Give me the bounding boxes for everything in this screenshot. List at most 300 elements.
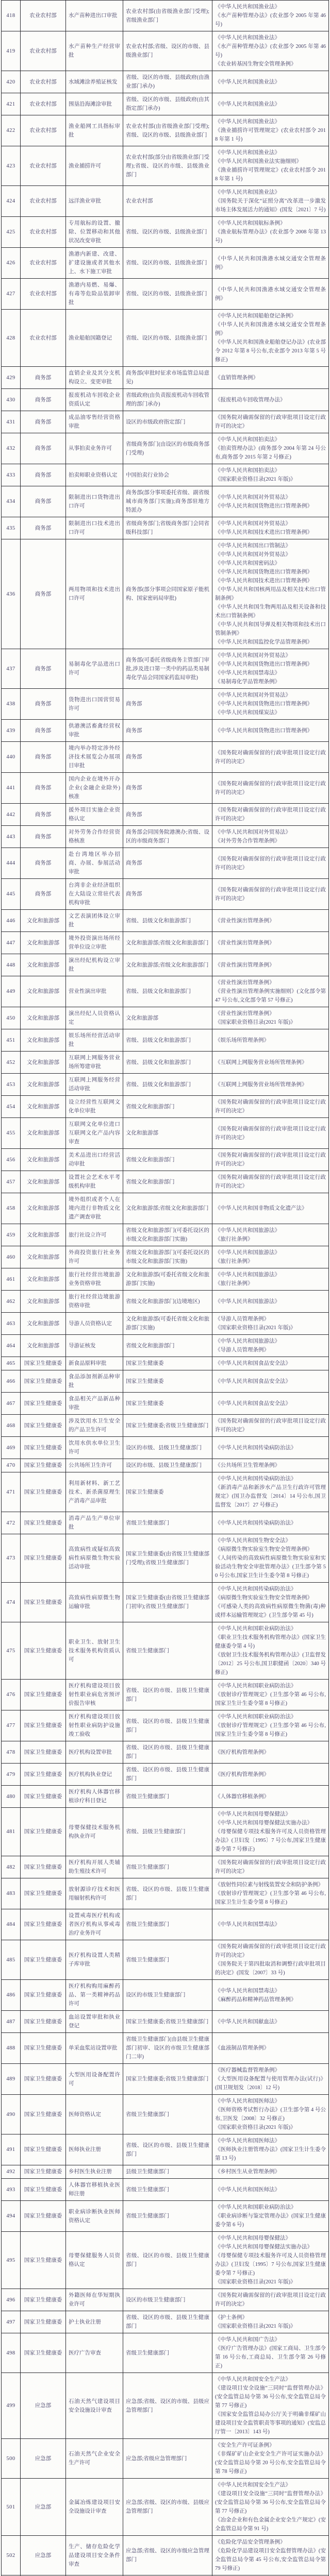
implementing-organ-cell: 省级、设区的市级、县级卫生健康部门 [123, 1741, 212, 1764]
row-number-cell: 465 [2, 1357, 21, 1370]
legal-basis-cell [212, 1437, 329, 1459]
item-name-cell: 水产苗种生产经营审批 [66, 31, 123, 71]
item-name-cell: 娱乐场所经营活动审批 [66, 1029, 123, 1052]
implementing-organ-cell: 国家卫生健康委(由省级卫生健康部门受理);省级卫生健康部门 [123, 1534, 212, 1583]
row-number-cell: 484 [2, 1909, 21, 1940]
licensing-table-body [2, 1, 329, 2576]
legal-basis-line: 《建设项目安全设施“三同时”监督管理办法》(安全监管总局令第 36 号公布,安全监管总局令第 77 号修正) [215, 2489, 326, 2516]
implementing-organ-cell: 国家卫生健康委 [123, 1472, 212, 1512]
implementing-organ-cell: 国家卫生健康委;省级卫生健康部门 [123, 2064, 212, 2095]
legal-basis-line: 《水产苗种管理办法》(农业部令 2005 年第 46 号) [215, 42, 326, 60]
department-cell: 商务部 [21, 411, 66, 433]
legal-basis-line: 《中华人民共和国渔港水域交通安全管理条例》 [215, 320, 326, 338]
legal-basis-cell [212, 2064, 329, 2095]
legal-basis-line: 《病原微生物实验室生物安全管理条例》 [215, 1545, 326, 1554]
legal-basis-line: 《麻醉药品和精神药品管理条例》 [215, 1995, 326, 2004]
legal-basis-line: 《中华人民共和国监控化学品管理条例》 [215, 638, 326, 647]
legal-basis-line: 《放射诊疗管理规定》(卫生部令第 46 号公布,国家卫生计生委令第 8 号修正) [215, 1889, 326, 1907]
department-cell: 国家卫生健康委 [21, 2311, 66, 2333]
table-row [2, 1786, 329, 1808]
legal-basis-line: 《冶金企业和有色金属企业安全生产规定》(安全监管总局令第 91 号) [215, 2516, 326, 2533]
row-number-cell: 450 [2, 1007, 21, 1029]
legal-basis-line: 《中华人民共和国导弹及相关物项和技术出口管制条例》 [215, 620, 326, 638]
legal-basis-line: 《中华人民共和国技术进出口管理条例》 [215, 528, 326, 537]
legal-basis-line: 《国家职业资格目录(2021 年版)》 [215, 2278, 326, 2286]
legal-basis-line: 《医师资格考试暂行办法》(卫生部令第 4 号公布,卫医发〔2008〕32 号修正) [215, 2106, 326, 2123]
row-number-cell: 427 [2, 279, 21, 310]
row-number-cell: 419 [2, 31, 21, 71]
department-cell: 国家卫生健康委 [21, 1459, 66, 1472]
department-cell: 国家卫生健康委 [21, 2232, 66, 2289]
legal-basis-cell [212, 217, 329, 248]
legal-basis-line: 《渔业航标管理办法》(农业部令 2008 年第 13 号) [215, 228, 326, 245]
item-name-cell: 消毒产品生产单位审批 [66, 1512, 123, 1534]
legal-basis-cell [212, 310, 329, 367]
department-cell: 国家卫生健康委 [21, 1512, 66, 1534]
table-row [2, 1335, 329, 1357]
legal-basis-cell [212, 2165, 329, 2179]
implementing-organ-cell: 省级、县级文化和旅游部门 [123, 976, 212, 1007]
implementing-organ-cell: 县级卫生健康部门 [123, 2165, 212, 2179]
row-number-cell: 489 [2, 2064, 21, 2095]
table-row [2, 1512, 329, 1534]
legal-basis-cell [212, 1808, 329, 1856]
table-row [2, 1437, 329, 1459]
table-row [2, 1052, 329, 1074]
department-cell: 商务部 [21, 773, 66, 804]
implementing-organ-cell: 国家卫生健康委 [123, 1370, 212, 1393]
legal-basis-line: 《中华人民共和国货物进出口管理条例》 [215, 726, 326, 735]
row-number-cell: 496 [2, 2289, 21, 2311]
legal-basis-line: 《医疗机构管理条例》 [215, 1748, 326, 1757]
item-name-cell: 报废机动车回收企业资质认定 [66, 389, 123, 411]
legal-basis-line: 《国家职业资格目录(2021 年版)》 [215, 1324, 326, 1332]
table-row [2, 2064, 329, 2095]
implementing-organ-cell: 文化和旅游部 [123, 1118, 212, 1149]
legal-basis-cell [212, 910, 329, 932]
table-row [2, 2289, 329, 2311]
row-number-cell: 458 [2, 1193, 21, 1224]
row-number-cell: 492 [2, 2165, 21, 2179]
legal-basis-cell [212, 2011, 329, 2033]
table-row [2, 1118, 329, 1149]
table-row [2, 1246, 329, 1268]
implementing-organ-cell: 商务部 [123, 689, 212, 720]
legal-basis-line: 《中华人民共和国核两用品及相关技术出口管制条例》 [215, 585, 326, 603]
row-number-cell: 454 [2, 1096, 21, 1118]
legal-basis-line: 《中华人民共和国渔业法实施细则》 [215, 157, 326, 166]
department-cell: 国家卫生健康委 [21, 2064, 66, 2095]
legal-basis-line: 《中华人民共和国食品安全法》 [215, 1359, 326, 1368]
department-cell: 商务部 [21, 433, 66, 464]
department-cell: 农业农村部 [21, 186, 66, 217]
item-name-cell: 医疗广告审查 [66, 2333, 123, 2373]
legal-basis-cell [212, 1149, 329, 1171]
item-name-cell: 演出经纪机构设立审批 [66, 954, 123, 976]
department-cell: 国家卫生健康委 [21, 1583, 66, 1622]
table-row [2, 826, 329, 848]
department-cell: 国家卫生健康委 [21, 1622, 66, 1680]
legal-basis-line: 《互联网上网服务营业场所管理条例》 [215, 1058, 326, 1067]
legal-basis-line: 《国家职业资格目录(2021 年版)》 [215, 2322, 326, 2331]
table-row [2, 910, 329, 932]
implementing-organ-cell: 国家卫生健康委(由省级卫生健康部门初审);省级卫生健康部门 [123, 1583, 212, 1622]
item-name-cell: 放射源诊疗技术和医用辐射机构许可 [66, 1878, 123, 1909]
department-cell: 国家卫生健康委 [21, 1710, 66, 1741]
implementing-organ-cell: 商务部 [123, 848, 212, 879]
item-name-cell: 食品相关产品新品种审批 [66, 1393, 123, 1415]
department-cell: 文化和旅游部 [21, 1224, 66, 1246]
department-cell: 国家卫生健康委 [21, 1680, 66, 1710]
item-name-cell: 涉及饮用水卫生安全的产品卫生许可 [66, 1415, 123, 1437]
legal-basis-line: 《人间传染的高致病性病原微生物实验室和实验活动生物安全审批管理办法》(卫生部令第 50 号公布,国家卫生计生委令第 8 号修正) [215, 1554, 326, 1580]
department-cell: 国家卫生健康委 [21, 1437, 66, 1459]
table-row [2, 1909, 329, 1940]
item-name-cell: 围垦沿海滩涂审批 [66, 93, 123, 115]
item-name-cell: 境外组织或者个人在境内进行非物质文化遗产调查审批 [66, 1193, 123, 1224]
table-row [2, 1393, 329, 1415]
item-name-cell: 国内企业在境外开办企业(金融企业除外)核准 [66, 773, 123, 804]
legal-basis-line: 《中华人民共和国禁毒法》 [215, 669, 326, 677]
legal-basis-cell [212, 1512, 329, 1534]
implementing-organ-cell: 省级卫生健康部门 [123, 2201, 212, 2232]
item-name-cell: 利用新材料、新工艺技术、新杀菌原理生产消毒产品审批 [66, 1472, 123, 1512]
legal-basis-line: 《中华人民共和国对外贸易法》 [215, 828, 326, 837]
legal-basis-cell [212, 1786, 329, 1808]
legal-basis-line: 《导游人员管理条例》 [215, 1315, 326, 1324]
legal-basis-line: 《国务院关于深化“证照分离”改革进一步激发市场主体发展活力的通知》(国发〔2021〕7 号) [215, 197, 326, 214]
table-row [2, 2011, 329, 2033]
legal-basis-cell [212, 1980, 329, 2011]
implementing-organ-cell: 省级商务部门(由设区的市级商务部门受理) [123, 433, 212, 464]
item-name-cell: 高致病性病原微生物运输审批 [66, 1583, 123, 1622]
row-number-cell: 482 [2, 1856, 21, 1878]
legal-basis-cell [212, 1680, 329, 1710]
legal-basis-line: 《中华人民共和国生物安全法》 [215, 1536, 326, 1545]
department-cell: 商务部 [21, 848, 66, 879]
row-number-cell: 447 [2, 932, 21, 954]
legal-basis-line: 《中华人民共和国母婴保健法》 [215, 1810, 326, 1819]
department-cell: 商务部 [21, 517, 66, 539]
legal-basis-line: 《医疗器械监督管理条例》 [215, 2066, 326, 2075]
row-number-cell: 464 [2, 1335, 21, 1357]
item-name-cell: 旅行社经营出境旅游业务资格审批 [66, 1268, 123, 1291]
row-number-cell: 497 [2, 2311, 21, 2333]
item-name-cell: 母婴保健技术服务机构执业许可 [66, 1808, 123, 1856]
department-cell: 国家卫生健康委 [21, 1741, 66, 1764]
table-row [2, 1268, 329, 1291]
legal-basis-cell [212, 1096, 329, 1118]
row-number-cell: 498 [2, 2333, 21, 2373]
legal-basis-line: 《中华人民共和国对外贸易法》 [215, 651, 326, 660]
implementing-organ-cell: 省级、设区的市级、县级渔业部门 [123, 279, 212, 310]
item-name-cell: 医疗机构开展人类辅助生殖技术许可 [66, 1856, 123, 1878]
legal-basis-cell [212, 1118, 329, 1149]
legal-basis-cell [212, 1224, 329, 1246]
legal-basis-line: 《职业病诊断与鉴定管理办法》(国家卫生健康委令第 6 号) [215, 2212, 326, 2229]
row-number-cell: 440 [2, 742, 21, 773]
department-cell: 农业农村部 [21, 115, 66, 146]
department-cell: 国家卫生健康委 [21, 1534, 66, 1583]
legal-basis-line: 《中华人民共和国渔业法》 [215, 3, 326, 11]
implementing-organ-cell: 省级文化和旅游部门(可委托设区的市级文化和旅游部门实施) [123, 1246, 212, 1268]
department-cell: 文化和旅游部 [21, 932, 66, 954]
table-row [2, 1459, 329, 1472]
table-row [2, 2439, 329, 2479]
department-cell: 文化和旅游部 [21, 1096, 66, 1118]
row-number-cell: 444 [2, 848, 21, 879]
implementing-organ-cell: 商务部 [123, 804, 212, 826]
row-number-cell: 424 [2, 186, 21, 217]
table-row [2, 2479, 329, 2536]
legal-basis-line: 《中华人民共和国献血法》 [215, 2018, 326, 2026]
implementing-organ-cell: 设区的市级卫生健康部门 [123, 2289, 212, 2311]
legal-basis-cell [212, 2134, 329, 2165]
item-name-cell: 人体器官移植执业医师注册 [66, 2179, 123, 2201]
implementing-organ-cell: 省级、设区的市级、县级政府(由其指定部门承办) [123, 93, 212, 115]
legal-basis-line: 《旅行社条例》 [215, 1257, 326, 1266]
item-name-cell: 饮用水供水单位卫生许可 [66, 1437, 123, 1459]
department-cell: 国家卫生健康委 [21, 1878, 66, 1909]
implementing-organ-cell: 省级文化和旅游部门(可委托设区的市级文化和旅游部门实施) [123, 1224, 212, 1246]
item-name-cell: 食品添加剂新品种审批 [66, 1370, 123, 1393]
legal-basis-line: 《国家安全监管总局办公厅关于明确非煤矿山建设项目安全监管职责等事项的通知》(安监总厅管一〔2013〕143 号) [215, 2410, 326, 2436]
table-row [2, 411, 329, 433]
implementing-organ-cell: 省级卫生健康部门 [123, 1786, 212, 1808]
legal-basis-line: 《中华人民共和国对外贸易法》 [215, 519, 326, 528]
item-name-cell: 远洋渔业审批 [66, 186, 123, 217]
legal-basis-line: 《中华人民共和国渔业法》 [215, 78, 326, 87]
item-name-cell: 导游人员资格认定 [66, 1313, 123, 1335]
department-cell: 农业农村部 [21, 31, 66, 71]
row-number-cell: 469 [2, 1437, 21, 1459]
row-number-cell: 467 [2, 1393, 21, 1415]
implementing-organ-cell: 商务部(可委托省级商务主管部门审批,涉及进口第一类中的药品类易制毒化学品会同国家药监局审批) [123, 649, 212, 689]
legal-basis-line: 《中华人民共和国职业病防治法》 [215, 2203, 326, 2212]
implementing-organ-cell: 商务部 [123, 773, 212, 804]
legal-basis-line: 《直销管理条例》 [215, 374, 326, 382]
row-number-cell: 459 [2, 1224, 21, 1246]
row-number-cell: 455 [2, 1118, 21, 1149]
item-name-cell: 境内举办特定涉外经济技术展览会办展项目审批 [66, 742, 123, 773]
row-number-cell: 463 [2, 1313, 21, 1335]
legal-basis-cell [212, 1764, 329, 1786]
legal-basis-line: 《公共场所卫生管理条例》 [215, 1461, 326, 1470]
legal-basis-cell [212, 1909, 329, 1940]
implementing-organ-cell: 省级、县级文化和旅游部门 [123, 1029, 212, 1052]
implementing-organ-cell: 文化和旅游部(可委托省级文化和旅游部门实施) [123, 1313, 212, 1335]
table-row [2, 1029, 329, 1052]
row-number-cell: 421 [2, 93, 21, 115]
legal-basis-line: 《娱乐场所管理条例》 [215, 1036, 326, 1045]
legal-basis-line: 《中华人民共和国拍卖法》 [215, 435, 326, 444]
legal-basis-cell [212, 411, 329, 433]
item-name-cell: 医师资格认定 [66, 2095, 123, 2134]
department-cell: 商务部 [21, 720, 66, 742]
table-row [2, 367, 329, 389]
implementing-organ-cell: 农业农村部(部分由省级渔业部门受理);省级、设区的市级、县级渔业部门 [123, 146, 212, 186]
legal-basis-cell [212, 804, 329, 826]
implementing-organ-cell: 省级、设区的市级、县级卫生健康部门 [123, 1878, 212, 1909]
row-number-cell: 468 [2, 1415, 21, 1437]
item-name-cell: 限制进出口货物进出口许可 [66, 486, 123, 517]
legal-basis-cell [212, 389, 329, 411]
implementing-organ-cell: 省级、设区的市级、县级政府(由渔业部门承办) [123, 71, 212, 93]
licensing-table [1, 0, 329, 2576]
department-cell: 国家卫生健康委 [21, 2011, 66, 2033]
legal-basis-line: 《建设项目安全设施“三同时”监督管理办法》(安全监管总局令第 36 号公布,安全监管总局令第 77 号修正) [215, 2384, 326, 2410]
item-name-cell: 高致病性或疑似高致病性病原微生物实验活动审批 [66, 1534, 123, 1583]
department-cell: 商务部 [21, 539, 66, 649]
legal-basis-line: 《国家职业资格目录(2021 年版)》 [215, 475, 326, 484]
legal-basis-cell [212, 115, 329, 146]
legal-basis-line: 《营业性演出管理条例实施细则》(文化部令第 47 号公布,文化部令第 57 号修正) [215, 987, 326, 1005]
legal-basis-line: 《中华人民共和国货物进出口管理条例》 [215, 660, 326, 669]
table-row [2, 310, 329, 367]
row-number-cell: 481 [2, 1808, 21, 1856]
row-number-cell: 452 [2, 1052, 21, 1074]
legal-basis-cell [212, 2095, 329, 2134]
implementing-organ-cell: 省级、设区的市级、县级卫生健康部门 [123, 2232, 212, 2289]
item-name-cell: 医疗机构建设项目放射性职业病防护设施竣工验收 [66, 1710, 123, 1741]
legal-basis-cell [212, 146, 329, 186]
item-name-cell: 设立经营性互联网文化单位审批 [66, 1096, 123, 1118]
department-cell: 国家卫生健康委 [21, 1472, 66, 1512]
table-row [2, 2333, 329, 2373]
department-cell: 国家卫生健康委 [21, 2033, 66, 2064]
implementing-organ-cell: 商务部会同国务院港澳办;省级、设区的市级商务部门 [123, 826, 212, 848]
legal-basis-line: 《大型医用设备配置与使用管理办法(试行)》(国卫规划发〔2018〕12 号) [215, 2075, 326, 2092]
item-name-cell: 美术品进出口经营活动审批 [66, 1149, 123, 1171]
implementing-organ-cell: 设区的市级卫生健康部门 [123, 1980, 212, 2011]
legal-basis-line: 《中华人民共和国母婴保健法实施办法》 [215, 1819, 326, 1827]
table-row [2, 1007, 329, 1029]
row-number-cell: 473 [2, 1534, 21, 1583]
row-number-cell: 462 [2, 1291, 21, 1313]
table-row [2, 2536, 329, 2575]
department-cell: 商务部 [21, 486, 66, 517]
implementing-organ-cell: 省级、设区的市级、县级卫生健康部门 [123, 1710, 212, 1741]
item-name-cell: 互联网上网服务经营活动审批 [66, 1074, 123, 1096]
implementing-organ-cell: 农业农村部(由省级渔业部门受理);省级、设区的市级、县级渔业部门 [123, 115, 212, 146]
legal-basis-cell [212, 773, 329, 804]
department-cell: 文化和旅游部 [21, 910, 66, 932]
legal-basis-line: 《国务院对确需保留的行政审批项目设定行政许可的决定》 [215, 2291, 326, 2309]
legal-basis-line: 《中华人民共和国安全生产法》 [215, 2481, 326, 2489]
row-number-cell: 445 [2, 879, 21, 910]
implementing-organ-cell: 应急部;省级、设区的市级、县级应急管理部门 [123, 2373, 212, 2439]
legal-basis-line: 《中华人民共和国生物两用品及相关设备和技术出口管制条例》 [215, 603, 326, 620]
department-cell: 文化和旅游部 [21, 1074, 66, 1096]
table-row [2, 389, 329, 411]
implementing-organ-cell: 国家卫生健康委;省级卫生健康部门 [123, 2011, 212, 2033]
department-cell: 农业农村部 [21, 248, 66, 279]
legal-basis-cell [212, 2311, 329, 2333]
legal-basis-line: 《营业性演出管理条例》 [215, 978, 326, 987]
row-number-cell: 457 [2, 1171, 21, 1193]
row-number-cell: 435 [2, 517, 21, 539]
legal-basis-line: 《中华人民共和国渔港水域交通安全管理条例》 [215, 285, 326, 303]
legal-basis-line: 《互联网上网服务营业场所管理条例》 [215, 1080, 326, 1089]
legal-basis-line: 《安全生产许可证条例》 [215, 2441, 326, 2450]
implementing-organ-cell: 省级卫生健康部门 [123, 1940, 212, 1980]
table-row [2, 1878, 329, 1909]
implementing-organ-cell: 农业农村部(由省级渔业部门受理);省级渔业部门 [123, 1, 212, 31]
implementing-organ-cell: 文化和旅游部(可委托省级文化和旅游部门实施) [123, 1268, 212, 1291]
row-number-cell: 426 [2, 248, 21, 279]
legal-basis-line: 《危险化学品安全管理条例》 [215, 2538, 326, 2547]
legal-basis-cell [212, 1357, 329, 1370]
item-name-cell: 医疗机构执业登记 [66, 1764, 123, 1786]
implementing-organ-cell: 省级、县级文化和旅游部门 [123, 1052, 212, 1074]
legal-basis-cell [212, 2439, 329, 2479]
legal-basis-line: 《中华人民共和国旅游法》 [215, 1226, 326, 1235]
legal-basis-cell [212, 1370, 329, 1393]
legal-basis-line: 《水产苗种管理办法》(农业部令 2005 年第 46 号) [215, 11, 326, 29]
legal-basis-line: 《国务院对确需保留的行政审批项目设定行政许可的决定》 [215, 1858, 326, 1876]
legal-basis-line: 《护士条例》 [215, 2313, 326, 2322]
department-cell: 国家卫生健康委 [21, 1940, 66, 1980]
legal-basis-cell [212, 1459, 329, 1472]
implementing-organ-cell: 国家卫生健康委;省级卫生健康部门 [123, 1415, 212, 1437]
legal-basis-cell [212, 2201, 329, 2232]
row-number-cell: 428 [2, 310, 21, 367]
legal-basis-cell [212, 932, 329, 954]
legal-basis-cell [212, 1335, 329, 1357]
legal-basis-line: 《中华人民共和国传染病防治法》 [215, 1585, 326, 1594]
row-number-cell: 478 [2, 1741, 21, 1764]
legal-basis-line: 《中华人民共和国传染病防治法》 [215, 1475, 326, 1483]
legal-basis-line: 《危险化学品建设项目安全监督管理办法》(安全监管总局令第 45 号公布,安全监管总局令第 79 号修正) [215, 2547, 326, 2573]
legal-basis-line: 《报废机动车回收管理办法》 [215, 396, 326, 404]
implementing-organ-cell: 设区的市级政府指定部门 [123, 411, 212, 433]
legal-basis-line: 《中华人民共和国船舶登记条例》 [215, 312, 326, 320]
item-name-cell: 医疗机构设置审批 [66, 1741, 123, 1764]
legal-basis-line: 《国务院对确需保留的行政审批项目设定行政许可的决定》 [215, 1942, 326, 1960]
table-row [2, 2095, 329, 2134]
table-row [2, 1074, 329, 1096]
implementing-organ-cell: 省级卫生健康部门 [123, 2095, 212, 2134]
legal-basis-cell [212, 848, 329, 879]
row-number-cell: 431 [2, 411, 21, 433]
legal-basis-line: 《中华人民共和国对外贸易法》 [215, 550, 326, 559]
legal-basis-cell [212, 1415, 329, 1437]
table-row [2, 1856, 329, 1878]
legal-basis-cell [212, 1472, 329, 1512]
legal-basis-line: 《放射诊疗管理规定》(卫生部令第 46 号公布,国家卫生计生委令第 8 号修正) [215, 1690, 326, 1708]
department-cell: 农业农村部 [21, 279, 66, 310]
legal-basis-cell [212, 1029, 329, 1052]
item-name-cell: 货物进出口国营贸易许可 [66, 689, 123, 720]
department-cell: 国家卫生健康委 [21, 1786, 66, 1808]
legal-basis-line: 《旅行社条例》 [215, 1235, 326, 1244]
legal-basis-line: 《放射诊疗管理规定》(卫生部令第 46 号公布,国家卫生计生委令第 8 号修正) [215, 1721, 326, 1739]
legal-basis-line: 《国务院对确需保留的行政审批项目设定行政许可的决定》 [215, 1173, 326, 1191]
row-number-cell: 476 [2, 1680, 21, 1710]
legal-basis-line: 《中华人民共和国安全生产法》 [215, 2375, 326, 2384]
department-cell [21, 2575, 66, 2576]
row-number-cell: 480 [2, 1786, 21, 1808]
implementing-organ-cell: 设区的市级、县级卫生健康部门 [123, 1459, 212, 1472]
item-name-cell: 设置戒毒医疗机构或者医疗机构从事戒毒治疗业务许可 [66, 1909, 123, 1940]
implementing-organ-cell: 应急部;省级、设区的市级、县级应急管理部门 [123, 2479, 212, 2536]
legal-basis-cell [212, 1246, 329, 1268]
legal-basis-line: 《中华人民共和国航标条例》 [215, 219, 326, 228]
item-name-cell: 渔业船网工具指标审批 [66, 115, 123, 146]
table-row [2, 539, 329, 649]
legal-basis-line: 《国家职业资格目录(2021 年版)》 [215, 1018, 326, 1027]
department-cell: 文化和旅游部 [21, 1052, 66, 1074]
